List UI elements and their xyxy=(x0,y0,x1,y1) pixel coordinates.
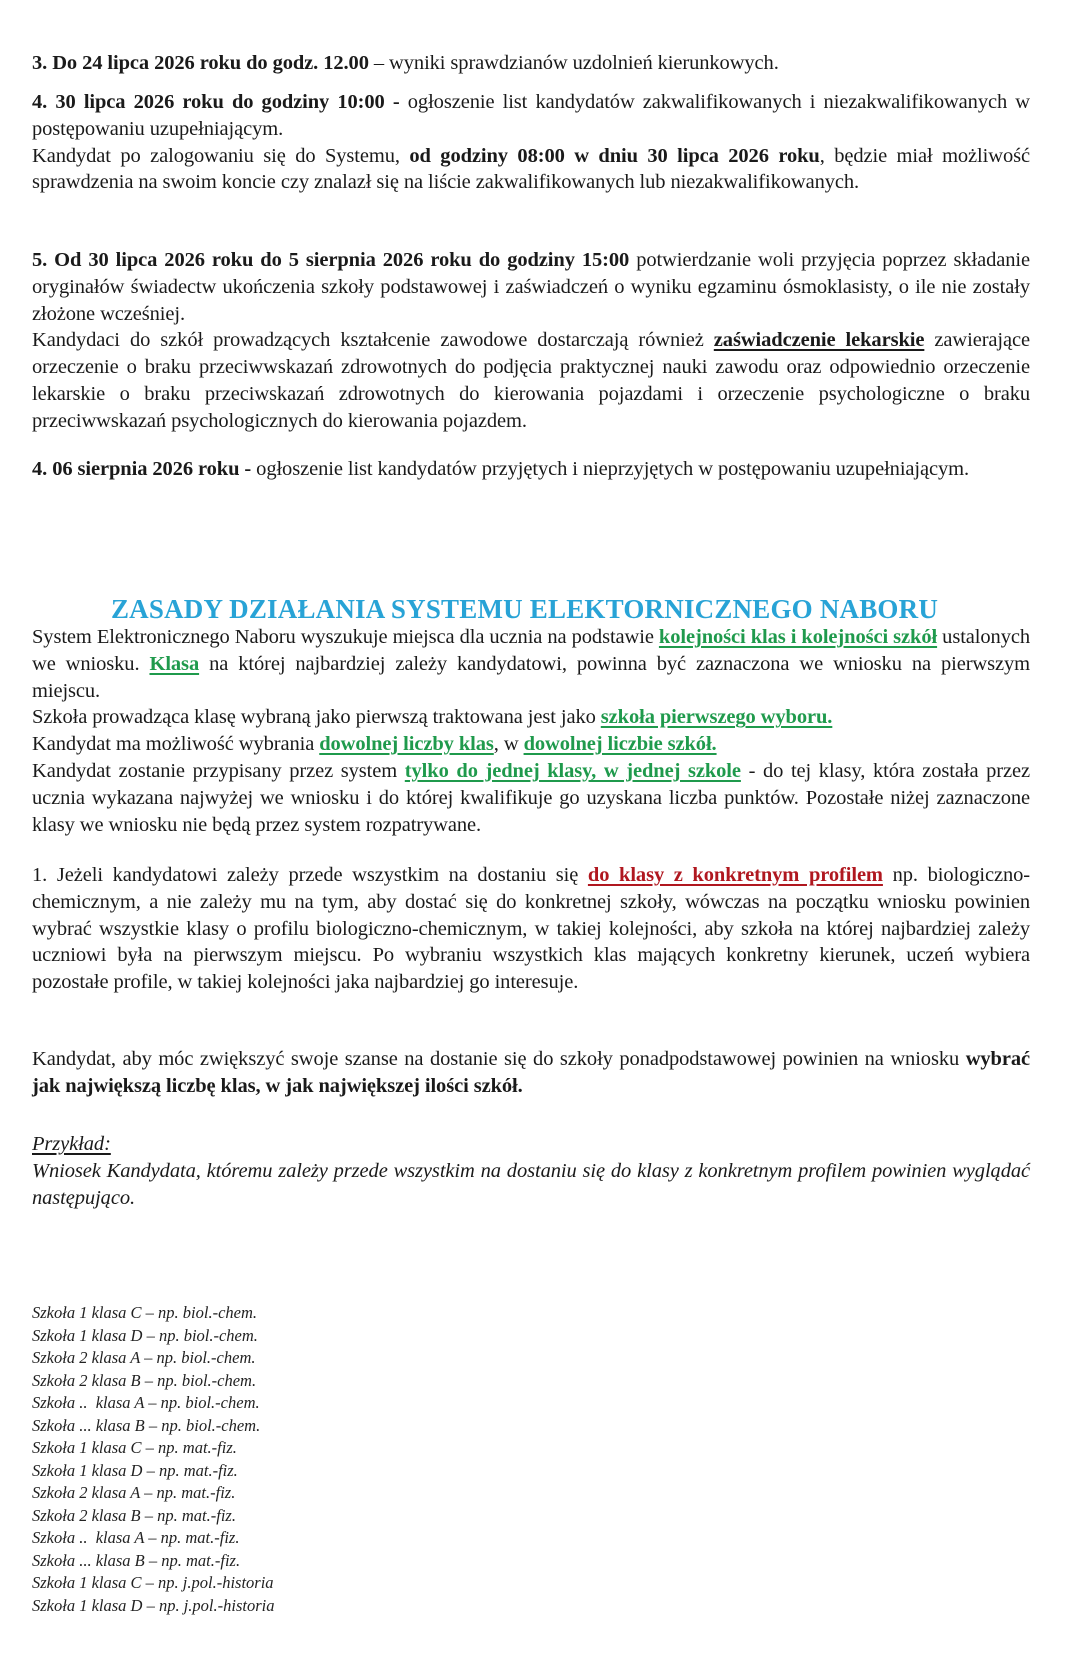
emphasis-any-schools: dowolnej liczbie szkół. xyxy=(523,733,717,756)
schedule-item-3-date: 3. Do 24 lipca 2026 roku do godz. 12.00 xyxy=(32,52,369,74)
text: System Elektronicznego Naboru wyszukuje miejsca dla ucznia na podstawie xyxy=(32,626,659,648)
example-label: Przykład: xyxy=(32,1133,111,1155)
example-intro: Wniosek Kandydata, któremu zależy przede wszystkim na dostaniu się do klasy z konkretnym profilem powinien wyglądać następująco. xyxy=(32,1159,1030,1209)
schedule-item-5-date: 5. Od 30 lipca 2026 roku do 5 sierpnia 2026 roku do godziny 15:00 xyxy=(32,249,630,271)
schedule-item-5-main xyxy=(32,247,1030,327)
example-list-item: Szkoła 1 klasa D – np. biol.-chem. xyxy=(32,1325,258,1345)
example-list-item: Szkoła 2 klasa A – np. mat.-fiz. xyxy=(32,1483,236,1502)
schedule-item-4a-text: ogłoszenie list kandydatów zakwalifikowanych i niezakwalifikowanych w postępowaniu uzupełniającym. xyxy=(32,91,1030,140)
example-list-item: Szkoła ... klasa B – np. mat.-fiz. xyxy=(32,1550,241,1570)
schedule-item-4a-main xyxy=(32,89,1030,143)
note-bold: od godziny 08:00 w dniu 30 lipca 2026 roku xyxy=(409,144,820,167)
example-list-item: Szkoła 1 klasa C – np. mat.-fiz. xyxy=(32,1438,237,1457)
example-list-item: Szkoła 2 klasa A – np. biol.-chem. xyxy=(32,1348,256,1367)
note-text: zawierające orzeczenie o braku przeciwwskazań zdrowotnych do podjęcia praktycznej nauki zawodu oraz odpowiednio orzeczenie lekarskie o braku przeciwskazań zdrowotnych do kierowania pojazdami i orzeczenie psychologiczne o braku przeciwwskazań psychologicznych do kierowania pojazdem. xyxy=(32,329,1031,432)
text: , w xyxy=(493,733,524,756)
text: Kandydat ma możliwość wybrania xyxy=(32,733,320,756)
text: ustalonych we wniosku. xyxy=(32,626,1030,675)
emphasis-one-class: tylko do jednej klasy, w jednej szkole xyxy=(404,759,741,782)
section-heading: ZASADY DZIAŁANIA SYSTEMU ELEKTORNICZNEGO NABORU xyxy=(110,594,939,624)
text: Kandydat, aby móc zwiększyć swoje szanse na dostanie się do szkoły ponadpodstawowej powinien na wniosku xyxy=(32,1048,966,1070)
schedule-item-3 xyxy=(32,50,1030,77)
example-list-item: Szkoła ... klasa B – np. biol.-chem. xyxy=(32,1415,261,1435)
text: Szkoła prowadząca klasę wybraną jako pierwszą traktowana jest jako xyxy=(32,706,601,729)
emphasis-class: Klasa xyxy=(149,652,200,675)
example-list-item: Szkoła .. klasa A – np. biol.-chem. xyxy=(32,1393,260,1412)
rules-paragraph-2 xyxy=(32,704,1030,731)
schedule-item-5-note xyxy=(32,327,1030,434)
rules-paragraph-5 xyxy=(32,862,1030,996)
example-list-item: Szkoła 2 klasa B – np. mat.-fiz. xyxy=(32,1505,236,1525)
emphasis-profile: do klasy z konkretnym profilem xyxy=(587,864,883,886)
text: - do tej klasy, która została przez ucznia wykazana najwyżej we wniosku i do której kwalifikuje go uzyskana liczba punktów. Pozostałe niżej zaznaczone klasy we wniosku nie będą przez system rozpatrywane. xyxy=(32,759,1030,836)
schedule-item-3-text: – wyniki sprawdzianów uzdolnień kierunkowych. xyxy=(368,52,779,74)
schedule-item-5-text: potwierdzanie woli przyjęcia poprzez składanie oryginałów świadectw ukończenia szkoły podstawowej i zaświadczeń o wyniku egzaminu ósmoklasisty, o ile nie zostały złożone wcześniej. xyxy=(32,249,1030,325)
text: Kandydat zostanie przypisany przez system xyxy=(32,759,405,782)
rules-block xyxy=(32,624,1030,838)
rules-paragraph-6 xyxy=(32,1046,1030,1100)
rules-paragraph-4 xyxy=(32,758,1030,838)
text: na której najbardziej zależy kandydatowi, powinna być zaznaczona we wniosku na pierwszym miejscu. xyxy=(32,652,1030,702)
example-list-item: Szkoła 2 klasa B – np. biol.-chem. xyxy=(32,1370,257,1390)
text: 1. Jeżeli kandydatowi zależy przede wszystkim na dostaniu się xyxy=(32,864,588,886)
example-list-item: Szkoła 1 klasa C – np. j.pol.-historia xyxy=(32,1573,274,1592)
rules-paragraph-3 xyxy=(32,731,1030,758)
schedule-item-5 xyxy=(32,247,1030,435)
example-list-item: Szkoła 1 klasa C – np. biol.-chem. xyxy=(32,1303,258,1322)
emphasis-first-choice: szkoła pierwszego wyboru. xyxy=(600,706,833,729)
text: np. biologiczno-chemicznym, a nie zależy mu na tym, aby dostać się do konkretnej szkoły, wówczas na początku wniosku powinien wybrać wszystkie klasy o profilu biologiczno-chemicznym, w takiej kolejności, aby szkoła na której najbardziej zależy uczniowi była na pierwszym miejscu. Po wybraniu wszystkich klas mających konkretny kierunek, uczeń wybiera pozostałe profile, w takiej kolejności jaka najbardziej go interesuje. xyxy=(32,864,1030,994)
schedule-item-4b xyxy=(32,456,1030,483)
schedule-item-4a xyxy=(32,89,1030,196)
schedule-item-4b-text: ogłoszenie list kandydatów przyjętych i nieprzyjętych w postępowaniu uzupełniającym. xyxy=(251,458,970,480)
rules-paragraph-1 xyxy=(32,624,1030,704)
example-block xyxy=(32,1131,1030,1211)
medical-certificate-emphasis: zaświadczenie lekarskie xyxy=(713,329,925,352)
emphasis-max-choices: wybrać jak największą liczbę klas, w jak największej ilości szkół. xyxy=(32,1048,1030,1097)
example-list-item: Szkoła 1 klasa D – np. mat.-fiz. xyxy=(32,1460,238,1480)
example-list-item: Szkoła .. klasa A – np. mat.-fiz. xyxy=(32,1528,240,1547)
note-text: Kandydaci do szkół prowadzących kształcenie zawodowe dostarczają również xyxy=(32,329,714,352)
schedule-item-4b-date: 4. 06 sierpnia 2026 roku - xyxy=(32,458,252,480)
note-text: , będzie miał możliwość sprawdzenia na swoim koncie czy znalazł się na liście zakwalifikowanych lub niezakwalifikowanych. xyxy=(32,144,1030,194)
example-list-item: Szkoła 1 klasa D – np. j.pol.-historia xyxy=(32,1595,275,1615)
emphasis-any-classes: dowolnej liczby klas xyxy=(319,733,494,756)
note-text: Kandydat po zalogowaniu się do Systemu, xyxy=(32,144,410,167)
example-list xyxy=(32,1302,274,1617)
schedule-item-4a-note xyxy=(32,143,1030,197)
schedule-item-4a-date: 4. 30 lipca 2026 roku do godziny 10:00 - xyxy=(32,91,400,113)
emphasis-order: kolejności klas i kolejności szkół xyxy=(658,626,938,648)
